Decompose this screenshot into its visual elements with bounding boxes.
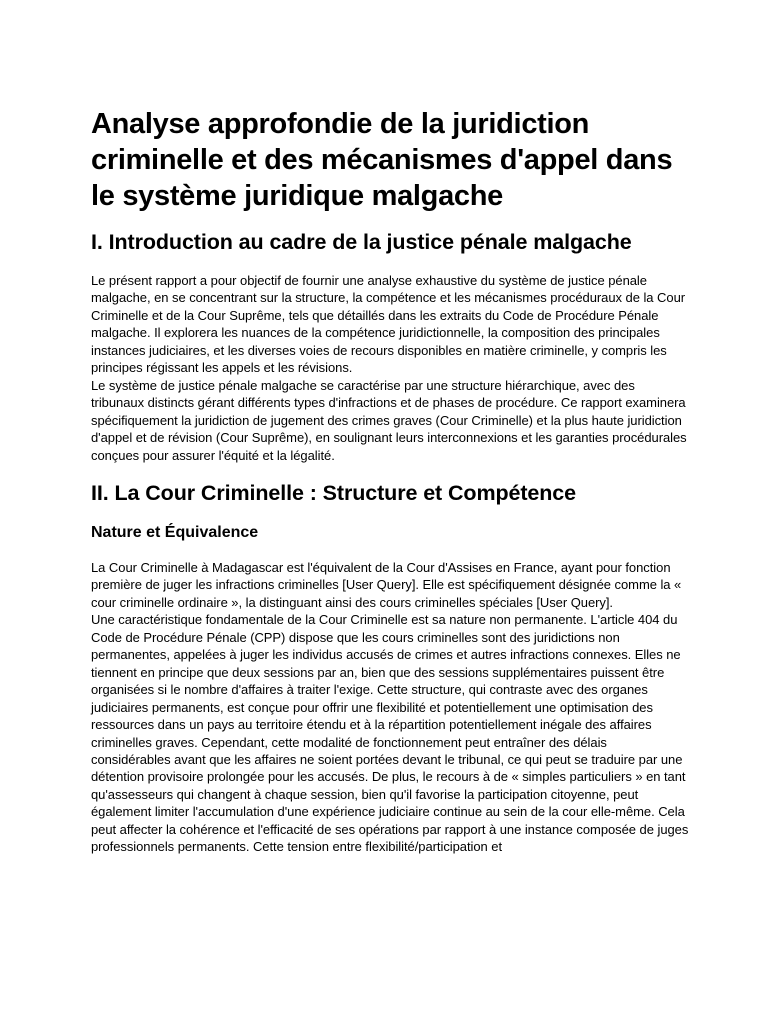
paragraph: Une caractéristique fondamentale de la Cour Criminelle est sa nature non permanente. L'article 404 du Code de Procédure Pénale (CPP) dispose que les cours criminelles sont des juridictions non permanentes, appelées à juger les individus accusés de crimes et autres infractions connexes. Elles ne tiennent en principe que deux sessions par an, bien que des sessions supplémentaires puissent être organisées si le nombre d'affaires à traiter l'exige. Cette structure, qui contraste avec des organes judiciaires permanents, est conçue pour offrir une flexibilité et potentiellement une optimisation des ressources dans un pays au territoire étendu et à la répartition potentiellement inégale des affaires criminelles graves. Cependant, cette modalité de fonctionnement peut entraîner des délais considérables avant que les affaires ne soient portées devant le tribunal, ce qui peut se traduire par une détention provisoire prolongée pour les accusés. De plus, le recours à de « simples particuliers » en tant qu'assesseurs qui changent à chaque session, bien qu'il favorise la participation citoyenne, peut également limiter l'accumulation d'une expérience judiciaire continue au sein de la cour elle-même. Cela peut affecter la cohérence et l'efficacité de ses opérations par rapport à une instance composée de juges professionnels permanents. Cette tension entre flexibilité/participation et xyxy=(91,612,689,855)
section-heading-introduction: I. Introduction au cadre de la justice pénale malgache xyxy=(91,230,632,254)
document-title: Analyse approfondie de la juridiction criminelle et des mécanismes d'appel dans le système juridique malgache xyxy=(91,108,673,212)
paragraph: Le présent rapport a pour objectif de fournir une analyse exhaustive du système de justice pénale malgache, en se concentrant sur la structure, la compétence et les mécanismes procéduraux de la Cour Criminelle et de la Cour Suprême, tels que détaillés dans les extraits du Code de Procédure Pénale malgache. Il explorera les nuances de la compétence juridictionnelle, la composition des principales instances judiciaires, et les diverses voies de recours disponibles en matière criminelle, y compris les principes régissant les appels et les révisions. xyxy=(91,273,686,376)
paragraph: La Cour Criminelle à Madagascar est l'équivalent de la Cour d'Assises en France, ayant pour fonction première de juger les infractions criminelles [User Query]. Elle est spécifiquement désignée comme la « cour criminelle ordinaire », la distinguant ainsi des cours criminelles spéciales [User Query]. xyxy=(91,559,682,610)
paragraph: Le système de justice pénale malgache se caractérise par une structure hiérarchique, avec des tribunaux distincts gérant différents types d'infractions et de phases de procédure. Ce rapport examinera spécifiquement la juridiction de jugement des crimes graves (Cour Criminelle) et la plus haute juridiction d'appel et de révision (Cour Suprême), en soulignant leurs interconnexions et les garanties procédurales conçues pour assurer l'équité et la légalité. xyxy=(91,377,687,463)
subsection-heading-nature: Nature et Équivalence xyxy=(91,523,259,541)
section-heading-cour-criminelle: II. La Cour Criminelle : Structure et Compétence xyxy=(91,480,577,505)
document-body xyxy=(91,106,689,856)
